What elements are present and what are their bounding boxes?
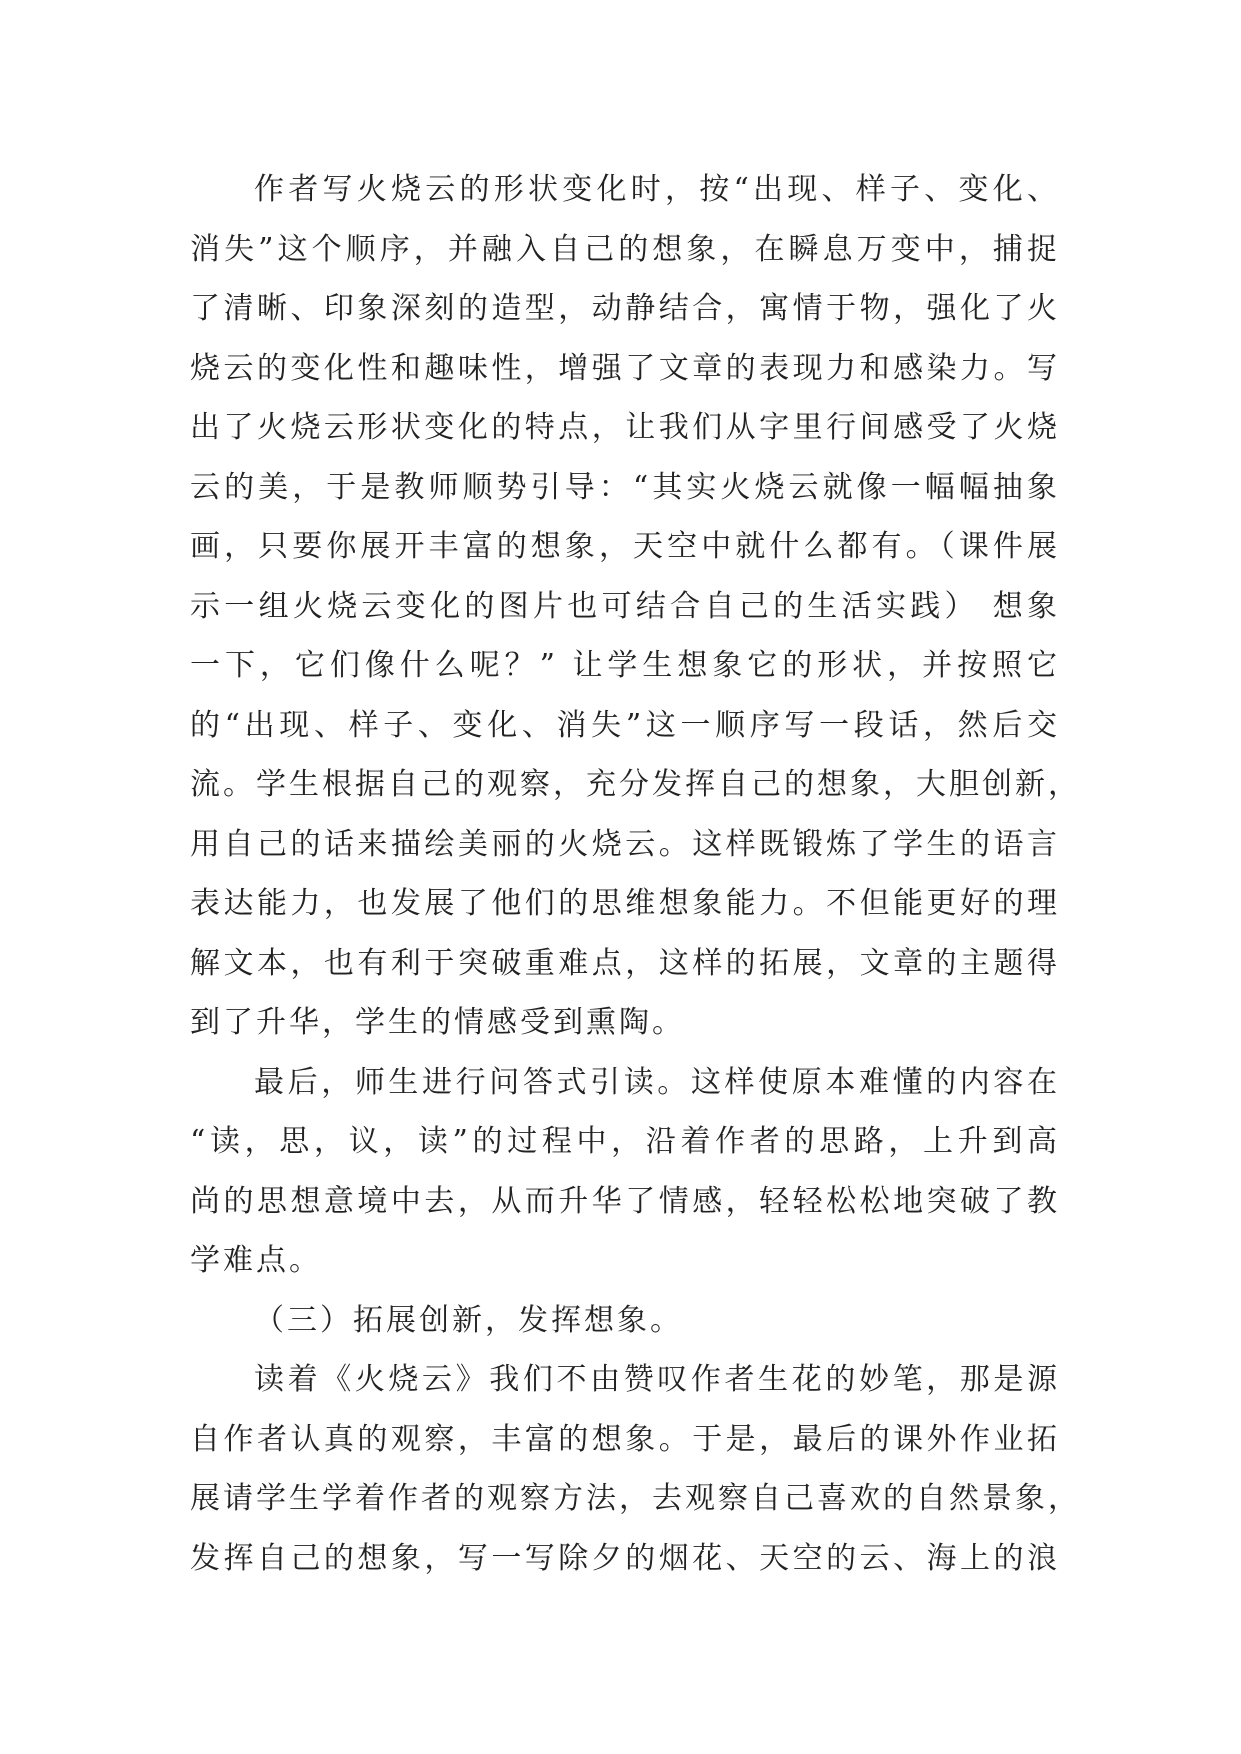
text-line: 发挥自己的想象，写一写除夕的烟花、天空的云、海上的浪: [190, 1540, 1060, 1576]
text-line: “读，思，议，读”的过程中，沿着作者的思路，上升到高: [190, 1124, 1060, 1159]
text-line: 学难点。: [190, 1243, 322, 1278]
text-line: 消失”这个顺序，并融入自己的想象，在瞬息万变中，捕捉: [190, 231, 1060, 267]
text-line: 烧云的变化性和趣味性，增强了文章的表现力和感染力。写: [190, 350, 1060, 386]
text-line: 表达能力，也发展了他们的思维想象能力。不但能更好的理: [190, 886, 1060, 921]
text-line: 画，只要你展开丰富的想象，天空中就什么都有。（课件展: [190, 529, 1060, 564]
text-line: 的“出现、样子、变化、消失”这一顺序写一段话，然后交: [190, 707, 1060, 743]
text-line: 出了火烧云形状变化的特点，让我们从字里行间感受了火烧: [190, 410, 1060, 445]
text-line: 流。学生根据自己的观察，充分发挥自己的想象，大胆创新，: [190, 767, 1081, 802]
text-line: 最后，师生进行问答式引读。这样使原本难懂的内容在: [254, 1064, 1060, 1100]
text-line: 自作者认真的观察，丰富的想象。于是，最后的课外作业拓: [190, 1421, 1060, 1457]
text-line: 了清晰、印象深刻的造型，动静结合，寓情于物，强化了火: [190, 291, 1060, 326]
text-line: 读着《火烧云》我们不由赞叹作者生花的妙笔，那是源: [254, 1362, 1060, 1397]
text-line: 尚的思想意境中去，从而升华了情感，轻轻松松地突破了教: [190, 1183, 1060, 1219]
text-line: 展请学生学着作者的观察方法，去观察自己喜欢的自然景象，: [190, 1481, 1081, 1516]
text-line: 用自己的话来描绘美丽的火烧云。这样既锻炼了学生的语言: [190, 826, 1060, 862]
text-line: 示一组火烧云变化的图片也可结合自己的生活实践） 想象: [190, 588, 1060, 624]
body-text: [190, 160, 1081, 1588]
text-line: 到了升华，学生的情感受到熏陶。: [190, 1005, 685, 1040]
text-line: 云的美，于是教师顺势引导：“其实火烧云就像一幅幅抽象: [190, 469, 1060, 505]
section-heading: （三）拓展创新，发挥想象。: [254, 1302, 683, 1338]
text-line: 解文本，也有利于突破重难点，这样的拓展，文章的主题得: [190, 945, 1060, 981]
text-line: 一下，它们像什么呢？” 让学生想象它的形状，并按照它: [190, 648, 1060, 683]
text-line: 作者写火烧云的形状变化时，按“出现、样子、变化、: [254, 172, 1060, 207]
